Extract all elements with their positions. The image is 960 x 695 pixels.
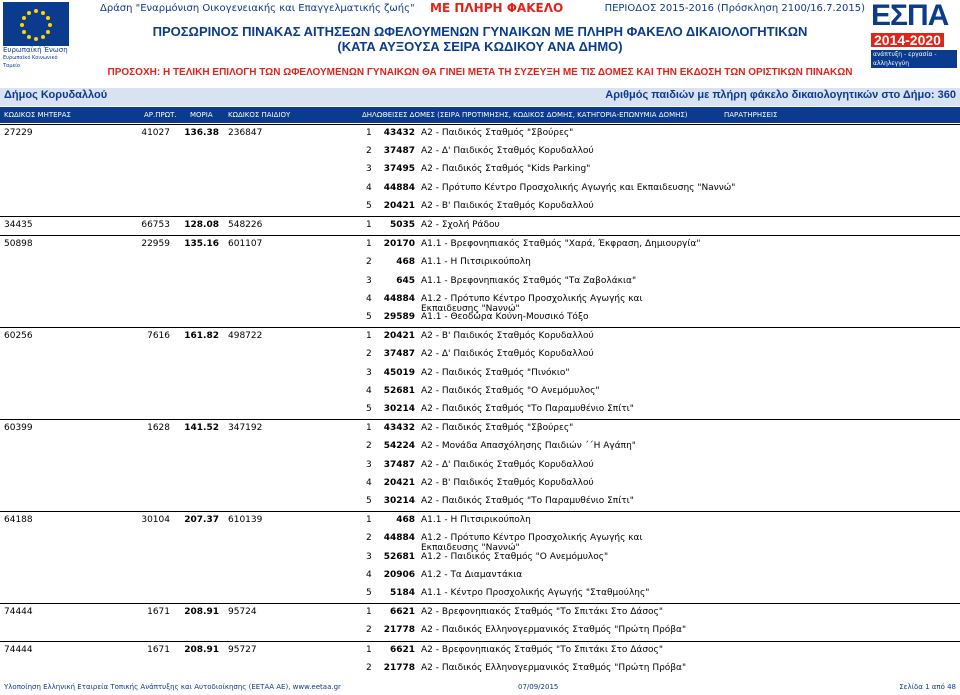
structure-name: Α2 - Παιδικός Σταθμός "Σβούρες" (421, 423, 574, 434)
structure-name: Α2 - Παιδικός Σταθμός "Το Παραμυθένιο Σπίτι" (421, 403, 634, 414)
structure-code: 6621 (389, 644, 415, 655)
protocol-number: 1671 (147, 607, 170, 618)
full-file-label: ΜΕ ΠΛΗΡΗ ΦΑΚΕΛΟ (430, 1, 564, 15)
structure-name: Α2 - Β' Παιδικός Σταθμός Κορυδαλλού (421, 200, 594, 211)
structure-order: 3 (366, 551, 372, 562)
structure-code: 52681 (383, 385, 415, 396)
structure-order: 2 (366, 625, 372, 636)
structure-order: 1 (366, 644, 372, 655)
col-protocol: ΑΡ.ΠΡΩΤ. (144, 111, 177, 119)
structure-code: 20421 (383, 200, 415, 211)
structure-order: 2 (366, 533, 372, 544)
structure-code: 43432 (383, 423, 415, 434)
child-code: 95727 (228, 644, 257, 655)
child-code: 347192 (228, 423, 263, 434)
structure-name: Α2 - Μονάδα Απασχόλησης Παιδιών ΄΄Η Αγάπη" (421, 441, 636, 452)
protocol-number: 1628 (147, 423, 170, 434)
structure-code: 20906 (383, 569, 415, 580)
structure-name: Α1.1 - Η Πιτσιρικούπολη (421, 515, 531, 526)
structure-code: 20170 (383, 239, 415, 250)
structure-name: Α2 - Βρεφονηπιακός Σταθμός "Το Σπιτάκι Στο Δάσος" (421, 607, 663, 618)
score: 128.08 (184, 220, 219, 230)
structure-code: 30214 (383, 495, 415, 506)
eu-logo-subtext: Ευρωπαϊκό Κοινωνικό Ταμείο (3, 55, 58, 69)
structure-name: Α1.2 - Παιδικός Σταθμός "Ο Ανεμόμυλος" (421, 551, 609, 562)
structure-name: Α2 - Δ' Παιδικός Σταθμός Κορυδαλλού (421, 459, 594, 470)
structure-code: 30214 (383, 403, 415, 414)
table-header (0, 107, 960, 123)
structure-name: Α2 - Παιδικός Ελληνογερμανικός Σταθμός "Πρώτη Πρόβα" (421, 625, 687, 636)
protocol-number: 66753 (141, 220, 170, 230)
structure-order: 4 (366, 182, 372, 193)
structure-name: Α2 - Παιδικός Σταθμός "Πινόκιο" (421, 367, 570, 378)
score: 207.37 (184, 515, 219, 526)
score: 208.91 (184, 644, 219, 655)
top-line (100, 3, 865, 17)
mother-code: 74444 (4, 644, 33, 655)
structure-code: 645 (396, 275, 415, 286)
espa-logo (871, 0, 957, 67)
child-code: 548226 (228, 220, 263, 230)
structure-name: Α2 - Πρότυπο Κέντρο Προσχολικής Αγωγής και Εκπαιδευσης "Νаννώ" (421, 182, 736, 193)
structure-code: 5184 (389, 587, 415, 598)
title-line-2: (ΚΑΤΑ ΑΥΞΟΥΣΑ ΣΕΙΡΑ ΚΩΔΙΚΟΥ ΑΝΑ ΔΗΜΟ) (337, 39, 623, 54)
structure-name: Α2 - Δ' Παιδικός Σταθμός Κορυδαλλού (421, 146, 594, 157)
structure-code: 52681 (383, 551, 415, 562)
structure-code: 20421 (383, 477, 415, 488)
structure-code: 468 (396, 515, 415, 526)
structure-order: 3 (366, 459, 372, 470)
mother-code: 74444 (4, 607, 33, 618)
structure-name: Α1.2 - Τα Διαμαντάκια (421, 569, 523, 580)
structure-code: 21778 (383, 662, 415, 673)
col-child-code: ΚΩΔΙΚΟΣ ΠΑΙΔΙΟΥ (228, 111, 291, 119)
structure-code: 468 (396, 257, 415, 268)
eu-logo-text: Ευρωπαϊκή Ένωση (3, 46, 68, 54)
structure-order: 1 (366, 331, 372, 342)
table-row (0, 641, 960, 679)
table-row (0, 419, 960, 512)
period-label: ΠΕΡΙΟΔΟΣ 2015-2016 (Πρόσκληση 2100/16.7.2015) (604, 3, 865, 14)
child-code: 601107 (228, 239, 263, 250)
structure-order: 1 (366, 423, 372, 434)
score: 135.16 (184, 239, 219, 250)
structure-code: 44884 (383, 182, 415, 193)
espa-logo-text: ΕΣΠΑ (871, 0, 949, 32)
structure-code: 37487 (383, 459, 415, 470)
child-code: 236847 (228, 128, 263, 138)
structure-order: 5 (366, 403, 372, 414)
table-row (0, 327, 960, 420)
protocol-number: 30104 (141, 515, 170, 526)
structure-order: 5 (366, 200, 372, 211)
page-footer (0, 683, 960, 695)
table-row (0, 235, 960, 328)
protocol-number: 41027 (141, 128, 170, 138)
protocol-number: 7616 (147, 331, 170, 342)
structure-name: Α2 - Παιδικός Ελληνογερμανικός Σταθμός "Πρώτη Πρόβα" (421, 662, 687, 673)
protocol-number: 22959 (141, 239, 170, 250)
children-count: Αριθμός παιδιών με πλήρη φάκελο δικαιολογητικών στο Δήμο: 360 (605, 89, 956, 101)
structure-order: 1 (366, 220, 372, 230)
action-title: Δράση "Εναρμόνιση Οικογενειακής και Επαγγελματικής ζωής" (100, 3, 415, 14)
col-remarks: ΠΑΡΑΤΗΡΗΣΕΙΣ (724, 111, 778, 119)
warning-text: ΠΡΟΣΟΧΗ: Η ΤΕΛΙΚΗ ΕΠΙΛΟΓΗ ΤΩΝ ΩΦΕΛΟΥΜΕΝΩΝ ΓΥΝΑΙΚΩΝ ΘΑ ΓΙΝΕΙ ΜΕΤΑ ΤΗ ΣΥΖΕΥΞΗ ΜΕ ΤΙΣ ΔΟΜΕΣ ΚΑΙ ΤΗΝ ΕΚΔΟΣΗ ΤΩΝ ΟΡΙΣΤΙΚΩΝ ΠΙΝΑΚΩΝ (107, 67, 853, 78)
structure-order: 4 (366, 569, 372, 580)
child-code: 95724 (228, 607, 257, 618)
score: 208.91 (184, 607, 219, 618)
structure-code: 37487 (383, 146, 415, 157)
espa-years: 2014-2020 (871, 33, 944, 47)
structure-code: 54224 (383, 441, 415, 452)
structure-name: Α2 - Παιδικός Σταθμός "Σβούρες" (421, 128, 574, 138)
municipality-bar (0, 88, 960, 106)
structure-code: 37495 (383, 164, 415, 175)
structure-order: 4 (366, 477, 372, 488)
table-row (0, 511, 960, 604)
structure-order: 3 (366, 367, 372, 378)
table-row (0, 124, 960, 217)
structure-name: Α2 - Παιδικός Σταθμός "Το Παραμυθένιο Σπίτι" (421, 495, 634, 506)
structure-order: 1 (366, 515, 372, 526)
structure-code: 37487 (383, 349, 415, 360)
page-header (0, 0, 960, 68)
mother-code: 64188 (4, 515, 33, 526)
structure-name: Α2 - Παιδικός Σταθμός "Kids Parking" (421, 164, 591, 175)
structure-order: 2 (366, 662, 372, 673)
mother-code: 60256 (4, 331, 33, 342)
footer-credit: Υλοποίηση Ελληνική Εταιρεία Τοπικής Ανάπτυξης και Αυτοδιοίκησης (ΕΕΤΑΑ ΑΕ), www.eetaa.gr (4, 683, 341, 691)
espa-subtext: ανάπτυξη - εργασία - αλληλεγγύη (871, 50, 957, 68)
table-row (0, 216, 960, 236)
footer-date: 07/09/2015 (518, 683, 559, 691)
footer-page: Σελίδα 1 από 48 (899, 683, 956, 691)
structure-name: Α1.2 - Πρότυπο Κέντρο Προσχολικής Αγωγής και Εκπαιδευσης "Νаννώ" (421, 293, 643, 314)
mother-code: 50898 (4, 239, 33, 250)
structure-order: 4 (366, 293, 372, 304)
structure-name: Α1.1 - Θεοδώρα Κούνη-Μουσικό Τόξο (421, 311, 589, 322)
structure-code: 44884 (383, 533, 415, 544)
municipality-name: Δήμος Κορυδαλλού (4, 89, 108, 101)
structure-order: 3 (366, 275, 372, 286)
structure-name: Α2 - Βρεφονηπιακός Σταθμός "Το Σπιτάκι Στο Δάσος" (421, 644, 663, 655)
structure-name: Α1.2 - Πρότυπο Κέντρο Προσχολικής Αγωγής και Εκπαιδευσης "Νаννώ" (421, 533, 643, 554)
structure-order: 5 (366, 495, 372, 506)
structure-code: 6621 (389, 607, 415, 618)
structure-name: Α1.1 - Βρεφονηπιακός Σταθμός "Τα Ζαβολάκια" (421, 275, 637, 286)
structure-order: 4 (366, 385, 372, 396)
structure-order: 1 (366, 607, 372, 618)
structure-code: 20421 (383, 331, 415, 342)
structure-order: 3 (366, 164, 372, 175)
structure-name: Α2 - Δ' Παιδικός Σταθμός Κορυδαλλού (421, 349, 594, 360)
structure-code: 29589 (383, 311, 415, 322)
structure-order: 1 (366, 128, 372, 138)
structure-order: 1 (366, 239, 372, 250)
score: 136.38 (184, 128, 219, 138)
structure-name: Α2 - Β' Παιδικός Σταθμός Κορυδαλλού (421, 331, 594, 342)
mother-code: 27229 (4, 128, 33, 138)
title-line-1: ΠΡΟΣΩΡΙΝΟΣ ΠΙΝΑΚΑΣ ΑΙΤΗΣΕΩΝ ΩΦΕΛΟΥΜΕΝΩΝ ΓΥΝΑΙΚΩΝ ΜΕ ΠΛΗΡΗ ΦΑΚΕΛΟ ΔΙΚΑΙΟΛΟΓΗΤΙΚΩΝ (152, 24, 808, 39)
structure-order: 5 (366, 587, 372, 598)
structure-code: 5035 (389, 220, 415, 230)
structure-code: 21778 (383, 625, 415, 636)
col-mother-code: ΚΩΔΙΚΟΣ ΜΗΤΕΡΑΣ (4, 111, 71, 119)
structure-code: 45019 (383, 367, 415, 378)
structure-order: 2 (366, 441, 372, 452)
child-code: 498722 (228, 331, 263, 342)
structure-name: Α1.1 - Η Πιτσιρικούπολη (421, 257, 531, 268)
structure-name: Α1.1 - Κέντρο Προσχολικής Αγωγής "Σταθμούλης" (421, 587, 650, 598)
structure-order: 5 (366, 311, 372, 322)
page-title (0, 24, 960, 54)
structure-order: 2 (366, 146, 372, 157)
structure-code: 43432 (383, 128, 415, 138)
child-code: 610139 (228, 515, 263, 526)
mother-code: 60399 (4, 423, 33, 434)
structure-name: Α2 - Σχολή Ράδου (421, 220, 500, 230)
structure-name: Α1.1 - Βρεφονηπιακός Σταθμός "Χαρά, Έκφραση, Δημιουργία" (421, 239, 701, 250)
structure-code: 44884 (383, 293, 415, 304)
structure-order: 2 (366, 257, 372, 268)
col-score: ΜΟΡΙΑ (190, 111, 213, 119)
col-structures: ΔΗΛΩΘΕΙΣΕΣ ΔΟΜΕΣ (ΣΕΙΡΑ ΠΡΟΤΙΜΗΣΗΣ, ΚΩΔΙΚΟΣ ΔΟΜΗΣ, ΚΑΤΗΓΟΡΙΑ-ΕΠΩΝΥΜΙΑ ΔΟΜΗΣ) (362, 111, 688, 119)
structure-name: Α2 - Παιδικός Σταθμός "Ο Ανεμόμυλος" (421, 385, 600, 396)
protocol-number: 1671 (147, 644, 170, 655)
score: 141.52 (184, 423, 219, 434)
structure-name: Α2 - Β' Παιδικός Σταθμός Κορυδαλλού (421, 477, 594, 488)
score: 161.82 (184, 331, 219, 342)
mother-code: 34435 (4, 220, 33, 230)
table-row (0, 603, 960, 641)
structure-order: 2 (366, 349, 372, 360)
